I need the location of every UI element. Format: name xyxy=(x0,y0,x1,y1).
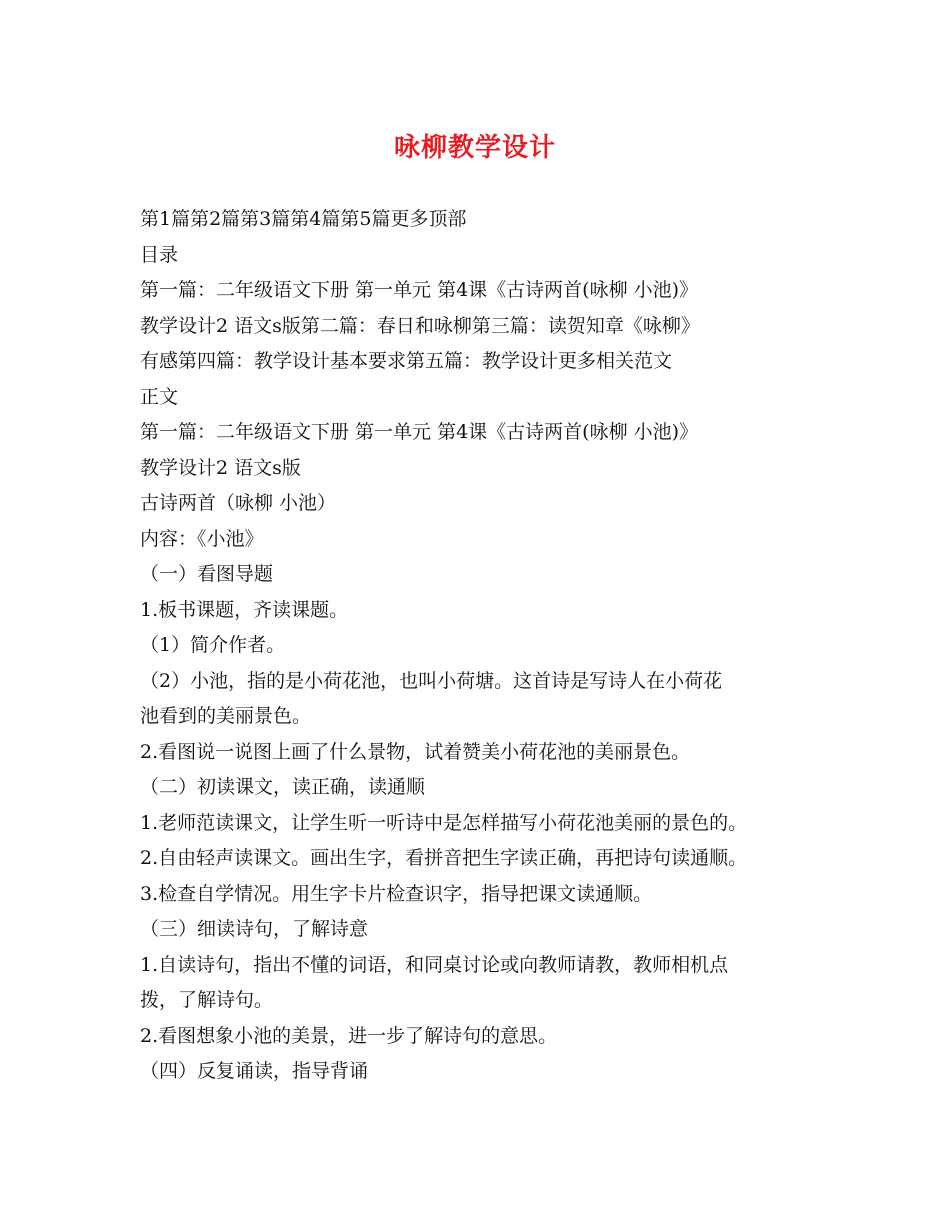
body-heading: 正文 xyxy=(140,385,179,408)
paragraph-line: 3.检查自学情况。用生字卡片检查识字，指导把课文读通顺。 xyxy=(140,882,653,905)
paragraph-line: 池看到的美丽景色。 xyxy=(140,705,312,727)
toc-line: 有感第四篇：教学设计基本要求第五篇：教学设计更多相关范文 xyxy=(140,350,673,372)
section-heading: （三）细读诗句，了解诗意 xyxy=(140,918,369,940)
paragraph-line: 2.自由轻声读课文。画出生字，看拼音把生字读正确，再把诗句读通顺。 xyxy=(140,847,748,869)
toc-nav-line: 第1篇第2篇第3篇第4篇第5篇更多顶部 xyxy=(140,208,467,230)
document-body xyxy=(140,202,840,1090)
paragraph-line: 2.看图想象小池的美景，进一步了解诗句的意思。 xyxy=(140,1024,558,1047)
paragraph-line: 2.看图说一说图上画了什么景物，试着赞美小荷花池的美丽景色。 xyxy=(140,740,691,763)
paragraph-line: 第一篇：二年级语文下册 第一单元 第4课《古诗两首(咏柳 小池)》 xyxy=(140,421,699,443)
paragraph-line: （2）小池，指的是小荷花池，也叫小荷塘。这首诗是写诗人在小荷花 xyxy=(140,669,723,692)
paragraph-line: 1.板书课题，齐读课题。 xyxy=(140,598,349,621)
paragraph-line: 拨，了解诗句。 xyxy=(140,989,274,1011)
paragraph-line: 教学设计2 语文s版 xyxy=(140,456,301,479)
paragraph-line: 1.自读诗句，指出不懂的词语，和同桌讨论或向教师请教，教师相机点 xyxy=(140,953,729,976)
section-heading: （四）反复诵读，指导背诵 xyxy=(140,1060,369,1082)
paragraph-line: 1.老师范读课文，让学生听一听诗中是怎样描写小荷花池美丽的景色的。 xyxy=(140,811,748,834)
document-title: 咏柳教学设计 xyxy=(393,133,556,163)
paragraph-line: （1）简介作者。 xyxy=(140,634,286,656)
paragraph-line: 古诗两首（咏柳 小池） xyxy=(140,492,337,514)
section-heading: （二）初读课文，读正确，读通顺 xyxy=(140,776,426,798)
paragraph-line: 内容：《小池》 xyxy=(140,527,264,550)
section-heading: （一）看图导题 xyxy=(140,563,274,585)
toc-line: 教学设计2 语文s版第二篇：春日和咏柳第三篇：读贺知章《咏柳》 xyxy=(140,314,700,337)
toc-heading: 目录 xyxy=(140,243,179,266)
toc-line: 第一篇：二年级语文下册 第一单元 第4课《古诗两首(咏柳 小池)》 xyxy=(140,279,699,301)
